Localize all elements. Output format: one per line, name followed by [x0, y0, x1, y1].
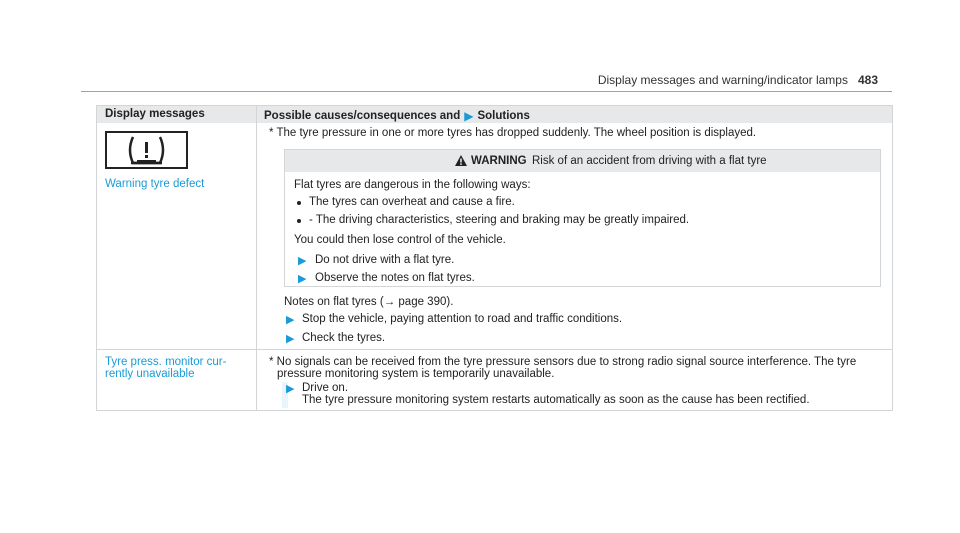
step-arrow-icon: ▶ — [286, 383, 295, 395]
col-causes-header — [264, 109, 530, 123]
row1-note: * The tyre pressure in one or more tyres has dropped suddenly. The wheel position is displayed. — [269, 127, 757, 139]
display-messages-table — [96, 105, 893, 411]
col-solutions-header-label: Solutions — [477, 110, 530, 122]
warning-bullet-2: - The driving characteristics, steering and braking may be greatly impaired. — [309, 214, 690, 226]
table-header — [97, 106, 892, 123]
warning-step-2: Observe the notes on flat tyres. — [315, 272, 475, 284]
row1-step-3: Stop the vehicle, paying attention to road and traffic conditions. — [302, 313, 623, 325]
page-number: 483 — [857, 73, 878, 87]
step-arrow-icon: ▶ — [286, 314, 295, 326]
running-header — [598, 73, 878, 87]
warning-bullet-1: The tyres can overheat and cause a fire. — [309, 196, 515, 208]
bullet-icon — [297, 219, 301, 223]
warning-triangle-icon — [455, 155, 467, 166]
row2-note-line-2: pressure monitoring system is temporarily unavailable. — [277, 368, 555, 380]
running-header-title: Display messages and warning/indicator lamps — [597, 73, 848, 87]
row2-step-1: Drive on. — [302, 382, 349, 394]
warning-line-1: Flat tyres are dangerous in the following ways: — [294, 179, 531, 191]
warning-subtitle: Risk of an accident from driving with a flat tyre — [532, 155, 767, 167]
warning-box — [284, 149, 881, 287]
solutions-arrow-icon: ▶ — [464, 109, 474, 123]
bullet-icon — [297, 201, 301, 205]
warning-header — [285, 150, 880, 172]
warning-line-2: You could then lose control of the vehicle. — [294, 234, 506, 246]
row2-note-line-1: * No signals can be received from the tyre pressure sensors due to strong radio signal source interference. The tyre — [269, 356, 857, 368]
tyre-pressure-warning-icon — [105, 131, 188, 169]
step-arrow-icon: ▶ — [298, 273, 307, 285]
warning-step-1: Do not drive with a flat tyre. — [315, 254, 455, 266]
col-display-messages-header: Display messages — [105, 108, 205, 120]
message-warning-tyre-defect: Warning tyre defect — [105, 178, 205, 190]
row1-step-4: Check the tyres. — [302, 332, 386, 344]
message-tyre-press-line-1: Tyre press. monitor cur- — [105, 356, 227, 368]
row2-step-1-detail: The tyre pressure monitoring system restarts automatically as soon as the cause has been rectified. — [302, 394, 810, 406]
warning-title: WARNING — [471, 155, 527, 167]
header-divider — [81, 91, 892, 92]
column-divider — [256, 106, 257, 410]
row-divider — [97, 349, 892, 350]
col-causes-header-label: Possible causes/consequences and — [264, 110, 461, 122]
message-tyre-press-line-2: rently unavailable — [105, 368, 195, 380]
step-arrow-icon: ▶ — [298, 255, 307, 267]
notes-flat-tyres-ref: Notes on flat tyres (→ page 390). — [284, 296, 454, 308]
step-arrow-icon: ▶ — [286, 333, 295, 345]
